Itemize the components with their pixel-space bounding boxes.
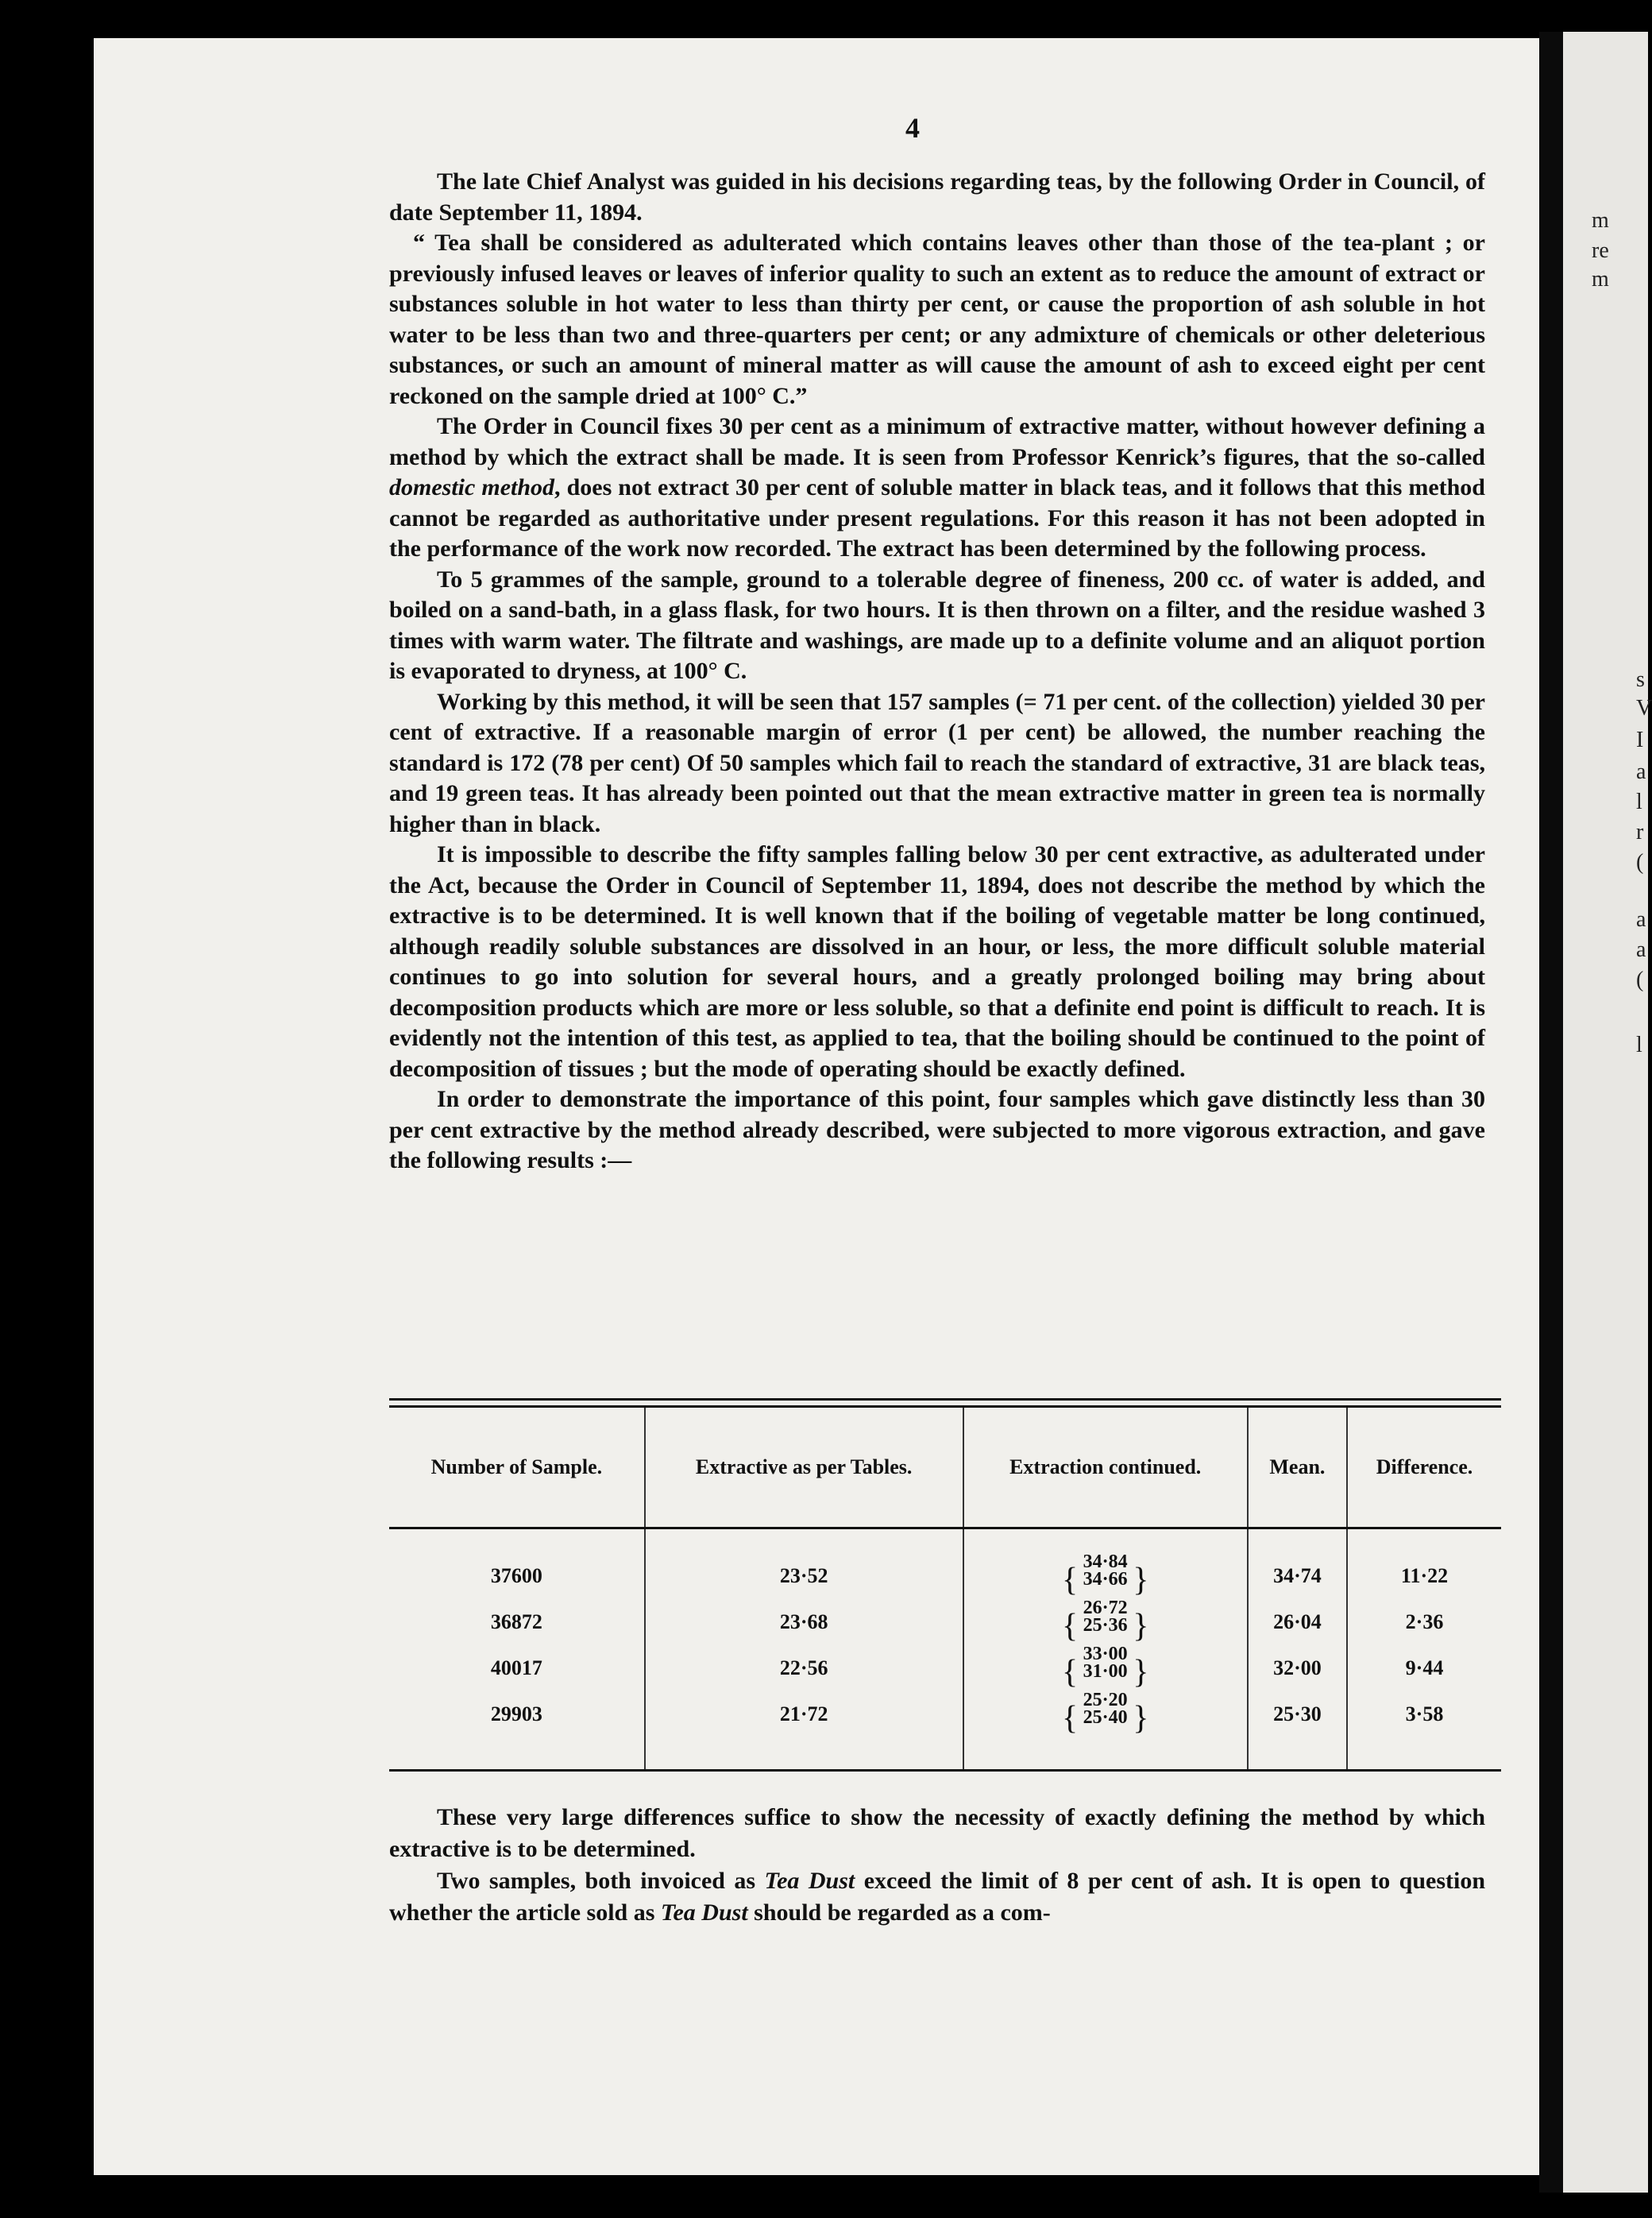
cell-difference: 9·44: [1347, 1645, 1501, 1691]
fragment-text: (: [1636, 850, 1644, 875]
fragment-text: r: [1636, 820, 1644, 844]
cell-extractive: 23·68: [645, 1599, 963, 1645]
paragraph-intro: The late Chief Analyst was guided in his decisions regarding teas, by the following Order in Council, of date September 11, 1894.: [389, 168, 1485, 226]
results-table: [389, 1408, 1501, 1769]
table-bottom-rule: [389, 1769, 1501, 1772]
cell-difference: 2·36: [1347, 1599, 1501, 1645]
paragraph-text: Two samples, both invoiced as: [437, 1868, 765, 1894]
table-row: [389, 1528, 1501, 1600]
value-first: 33·00: [1083, 1644, 1128, 1665]
cell-continued: { 33·00 31·00 }: [963, 1645, 1248, 1691]
cell-continued: { 34·84 34·66 }: [963, 1528, 1248, 1600]
cell-mean: 26·04: [1248, 1599, 1347, 1645]
table-row: [389, 1645, 1501, 1691]
fragment-text: s: [1636, 667, 1645, 692]
cell-sample: 37600: [490, 1564, 542, 1588]
italic-term: domestic method: [389, 474, 555, 500]
paragraph-tea-dust: [389, 1865, 1485, 1929]
cell-continued: { 25·20 25·40 }: [963, 1691, 1248, 1769]
italic-term: Tea Dust: [660, 1899, 748, 1926]
fragment-text: a: [1636, 907, 1646, 932]
column-header: Number of Sample.: [389, 1408, 645, 1528]
paragraph-text: should be regarded as a com-: [747, 1899, 1051, 1926]
value-second: 25·36: [1083, 1615, 1128, 1636]
paragraph-process: To 5 grammes of the sample, ground to a tolerable degree of fineness, 200 cc. of water is added, and boiled on a sand-bath, in a glass flask, for two hours. It is then thrown on a filter, and the residue washed 3 times with warm water. The filtrate and washings, are made up to a definite volume and an aliquot portion is evaporated to dryness, at 100° C.: [389, 566, 1485, 684]
fragment-text: m: [1592, 208, 1609, 233]
cell-extractive: 21·72: [645, 1691, 963, 1769]
cell-difference: 3·58: [1347, 1691, 1501, 1769]
body-text: [389, 167, 1485, 1177]
cell-mean: 25·30: [1248, 1691, 1347, 1769]
value-first: 34·84: [1083, 1551, 1128, 1572]
fragment-text: l: [1636, 1033, 1642, 1057]
value-second: 31·00: [1083, 1661, 1128, 1683]
cell-mean: 32·00: [1248, 1645, 1347, 1691]
value-second: 25·40: [1083, 1707, 1128, 1729]
fragment-text: a: [1636, 937, 1646, 962]
cell-extractive: 22·56: [645, 1645, 963, 1691]
cell-sample: 29903: [490, 1702, 542, 1726]
value-first: 26·72: [1083, 1598, 1128, 1619]
table-row: [389, 1691, 1501, 1769]
paragraph-text: These very large differences suffice to show the necessity of exactly defining the method by which extractive is to be determined.: [389, 1804, 1485, 1862]
paragraph-text: , does not extract 30 per cent of soluble matter in black teas, and it follows that this method cannot be regarded as authoritative under present regulations. For this reason it has not been adopted in the performance of the work now recorded. The extract has been determined by the following process.: [389, 474, 1485, 562]
cell-difference: 11·22: [1347, 1528, 1501, 1600]
cell-sample: 40017: [490, 1656, 542, 1680]
cell-mean: 34·74: [1248, 1528, 1347, 1600]
paragraph-impossible: It is impossible to describe the fifty samples falling below 30 per cent extractive, as adulterated under the Act, because the Order in Council of September 11, 1894, does not describe the method by which the extractive is to be determined. It is well known that if the boiling of vegetable matter be long continued, although readily soluble substances are dissolved in an hour, or less, the more difficult soluble material continues to go into solution for several hours, and a greatly prolonged boiling may bring about decomposition products which are more or less soluble, so that a definite end point is difficult to reach. It is evidently not the intention of this test, as applied to tea, that the boiling should be continued to the point of decomposition of tissues ; but the mode of operating should be exactly defined.: [389, 841, 1485, 1082]
cell-extractive: 23·52: [645, 1528, 963, 1600]
cell-sample: 36872: [490, 1610, 542, 1634]
fragment-text: (: [1636, 968, 1644, 992]
paragraph-text: exceed the limit of 8 per cent of ash. It is open to question whether the article sold as: [389, 1868, 1486, 1926]
value-second: 34·66: [1083, 1569, 1128, 1590]
paragraph-demonstrate: In order to demonstrate the importance of this point, four samples which gave distinctly less than 30 per cent extractive by the method already described, were subjected to more vigorous extraction, and gave the following results :—: [389, 1086, 1485, 1173]
fragment-text: V: [1636, 696, 1652, 721]
paragraph-order-quote: “ Tea shall be considered as adulterated which contains leaves other than those of the tea-plant ; or previously infused leaves or leaves of inferior quality to such an extent as to reduce the amount of extract or substances soluble in hot water to less than thirty per cent, or cause the proportion of ash soluble in hot water to be less than two and three-quarters per cent; or any admixture of chemicals or other deleterious substances, or such an amount of mineral matter as will cause the amount of ash to exceed eight per cent reckoned on the sample dried at 100° C.”: [389, 230, 1485, 409]
table-header-row: [389, 1408, 1501, 1528]
paragraph-differences: [389, 1802, 1485, 1865]
fragment-text: l: [1636, 790, 1642, 814]
column-header: Extraction continued.: [963, 1408, 1248, 1528]
italic-term: Tea Dust: [764, 1868, 855, 1894]
paragraph-text: The Order in Council fixes 30 per cent as a minimum of extractive matter, without however defining a method by which the extract shall be made. It is seen from Professor Kenrick’s figures, that the so-called: [389, 413, 1485, 470]
column-header: Mean.: [1248, 1408, 1347, 1528]
fragment-text: I: [1636, 728, 1644, 752]
table-row: [389, 1599, 1501, 1645]
page-gutter: [1539, 32, 1563, 2193]
fragment-text: m: [1592, 267, 1609, 292]
results-table-container: [389, 1398, 1501, 1772]
column-header: Extractive as per Tables.: [645, 1408, 963, 1528]
page-number: 4: [905, 112, 920, 144]
paragraph-order-fixes: [389, 412, 1485, 565]
fragment-text: re: [1592, 238, 1609, 263]
adjacent-page-edge: [1563, 32, 1648, 2193]
paragraph-results: Working by this method, it will be seen that 157 samples (= 71 per cent. of the collection) yielded 30 per cent of extractive. If a reasonable margin of error (1 per cent) be allowed, the number reaching the standard is 172 (78 per cent) Of 50 samples which fail to reach the standard of extractive, 31 are black teas, and 19 green teas. It has already been pointed out that the mean extractive matter in green tea is normally higher than in black.: [389, 688, 1485, 837]
cell-continued: { 26·72 25·36 }: [963, 1599, 1248, 1645]
fragment-text: a: [1636, 759, 1646, 784]
closing-text: [389, 1802, 1485, 1929]
column-header: Difference.: [1347, 1408, 1501, 1528]
value-first: 25·20: [1083, 1690, 1128, 1711]
